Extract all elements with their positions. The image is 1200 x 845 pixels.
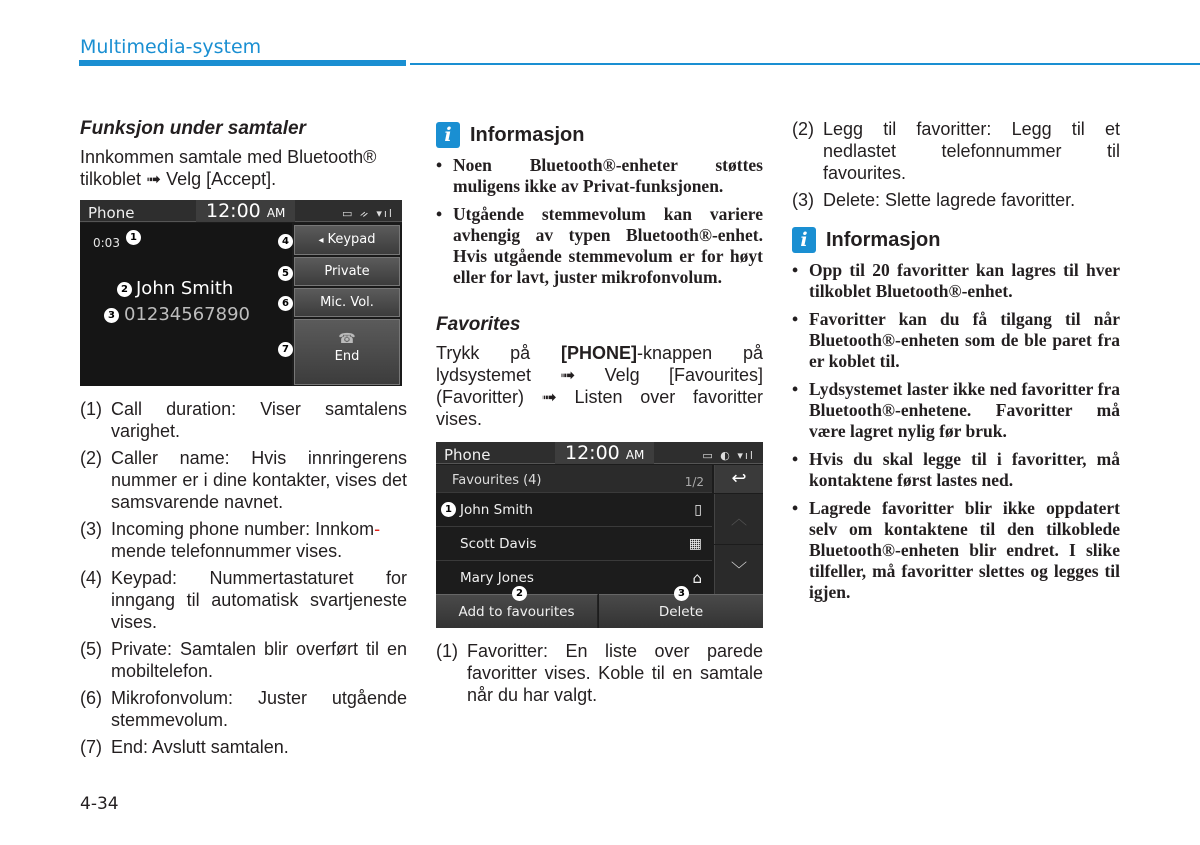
list-title: Favourites (4) — [452, 473, 542, 488]
clock — [555, 442, 654, 464]
contact-name: Mary Jones — [460, 570, 534, 586]
list-item — [80, 736, 407, 758]
clock-ampm: AM — [625, 448, 645, 462]
item-number: (3) — [80, 519, 102, 539]
marker-4: 4 — [278, 234, 293, 249]
private-label: Private — [324, 264, 370, 279]
heading-call-functions: Funksjon under samtaler — [80, 118, 306, 139]
mobile-icon: ▯ — [694, 502, 702, 518]
phone-key-label: [PHONE] — [561, 343, 638, 363]
call-screen — [80, 200, 402, 386]
list-item — [80, 518, 407, 562]
screen-title: Phone — [444, 446, 491, 464]
intro-text: Innkommen samtale med Bluetooth® tilkoblet ➟ Velg [Accept]. — [80, 147, 377, 189]
marker-3: 3 — [104, 308, 119, 323]
heading-favorites: Favorites — [436, 314, 521, 335]
item-text: Delete: Slette lagrede favoritter. — [823, 190, 1076, 210]
item-number: (7) — [80, 737, 102, 757]
header-accent-bar — [79, 60, 406, 66]
item-text: Call duration: Viser samtalens varighet. — [111, 399, 407, 441]
call-duration: 0:03 — [93, 236, 120, 250]
status-icons: ▭ ᨀ ▾ıl — [341, 207, 394, 220]
item-text: Mikrofonvolum: Juster utgående stemmevolum. — [111, 688, 407, 730]
list-item — [80, 687, 407, 731]
favourites-screen — [436, 442, 763, 628]
item-text: Favoritter: En liste over parede favoritter vises. Koble til en samtale når du har valgt. — [467, 641, 763, 705]
list-item — [436, 640, 763, 706]
item-text: mende telefonnummer vises. — [111, 541, 343, 561]
keypad-button[interactable] — [294, 225, 400, 255]
contact-name: Scott Davis — [460, 536, 537, 552]
office-icon: ▦ — [688, 536, 702, 552]
favorites-intro — [436, 342, 763, 430]
bullet-item: • Favoritter kan du få tilgang til når Bluetooth®-enheten som de ble paret fra er koblet til. — [792, 309, 1120, 372]
favourite-row[interactable] — [436, 528, 712, 561]
list-item — [80, 638, 407, 682]
list-item — [80, 567, 407, 633]
item-number: (4) — [80, 568, 102, 588]
intro-pre: Trykk på — [436, 343, 562, 363]
clock-time: 12:00 — [565, 442, 620, 464]
marker-1: 1 — [126, 230, 141, 245]
mic-volume-label: Mic. Vol. — [320, 295, 374, 310]
status-bar — [436, 442, 763, 464]
add-label: Add to favourites — [458, 604, 575, 620]
phone-hangup-icon: ☎ — [338, 331, 356, 347]
clock-time: 12:00 — [206, 200, 261, 222]
end-call-button[interactable] — [294, 319, 400, 385]
screen-title: Phone — [88, 204, 135, 222]
favourites-list-cont — [792, 118, 1120, 211]
intro-post: -knappen på lydsystemet ➟ Velg [Favourites] (Favoritter) ➟ Listen over favoritter vises. — [436, 343, 763, 429]
marker-2: 2 — [512, 586, 527, 601]
delete-label: Delete — [658, 604, 704, 620]
marker-7: 7 — [278, 342, 293, 357]
info-icon: i — [436, 122, 460, 148]
favourite-row[interactable] — [436, 494, 712, 527]
bullet-item: • Lydsystemet laster ikke ned favoritter fra Bluetooth®-enhetene. Favoritter må være lagret nylig før bruk. — [792, 379, 1120, 442]
marker-6: 6 — [278, 296, 293, 311]
bullet-item: • Opp til 20 favoritter kan lagres til hver tilkoblet Bluetooth®-enhet. — [792, 260, 1120, 302]
page-number: 4-34 — [80, 794, 119, 814]
item-number: (6) — [80, 688, 102, 708]
scroll-down-button[interactable] — [714, 545, 763, 594]
item-text: Incoming phone number: Innkom — [111, 519, 375, 539]
marker-2: 2 — [117, 282, 132, 297]
item-number: (1) — [80, 399, 102, 419]
item-text: Keypad: Nummertastaturet for inngang til automatisk svartjeneste vises. — [111, 568, 407, 632]
chevron-up-icon: ︿ — [730, 509, 747, 528]
mic-volume-button[interactable] — [294, 288, 400, 317]
call-button-panel — [294, 223, 402, 386]
list-item — [792, 189, 1120, 211]
status-bar — [80, 200, 402, 222]
info-icon: i — [792, 227, 816, 253]
marker-1: 1 — [441, 502, 456, 517]
item-text: Private: Samtalen blir overført til en mobiltelefon. — [111, 639, 407, 681]
column-3 — [792, 118, 1120, 610]
page-indicator: 1/2 — [684, 475, 704, 489]
info-bullets — [792, 260, 1120, 603]
info-header — [792, 227, 1120, 253]
clock-ampm: AM — [266, 206, 286, 220]
bullet-item: • Hvis du skal legge til i favoritter, må kontaktene først lastes ned. — [792, 449, 1120, 491]
contact-name: John Smith — [460, 502, 533, 518]
hyphen-mark: - — [374, 519, 381, 539]
bullet-item: • Utgående stemmevolum kan variere avhengig av typen Bluetooth®-enhet. Hvis utgående stemmevolum er for høyt eller for lavt, juster mikrofonvolum. — [436, 204, 763, 288]
caller-name: John Smith — [136, 278, 234, 299]
list-header — [436, 465, 712, 493]
favourite-row[interactable] — [436, 562, 712, 594]
item-text: End: Avslutt samtalen. — [111, 737, 289, 757]
section-title: Multimedia-system — [80, 36, 262, 58]
list-item — [80, 398, 407, 442]
caller-number: 01234567890 — [124, 304, 250, 325]
call-info-panel — [80, 223, 292, 386]
item-number: (1) — [436, 641, 458, 661]
chevron-down-icon: ﹀ — [730, 560, 747, 579]
header-rule — [410, 63, 1200, 65]
column-2 — [436, 122, 763, 711]
marker-5: 5 — [278, 266, 293, 281]
info-title: Informasjon — [826, 229, 941, 251]
keypad-label: Keypad — [327, 232, 376, 247]
list-item — [80, 447, 407, 513]
home-icon: ⌂ — [692, 569, 702, 587]
item-number: (3) — [792, 190, 814, 210]
list-item — [792, 118, 1120, 184]
item-number: (5) — [80, 639, 102, 659]
column-1 — [80, 118, 407, 763]
item-text: Legg til favoritter: Legg til et nedlastet telefonnummer til favourites. — [823, 119, 1120, 183]
status-icons: ▭ ◐ ▾ıl — [702, 449, 755, 462]
info-title: Informasjon — [470, 124, 585, 146]
marker-3: 3 — [674, 586, 689, 601]
item-number: (2) — [80, 448, 102, 468]
keypad-arrow-icon: ◂ — [318, 235, 324, 246]
call-function-list — [80, 398, 407, 758]
back-icon: ↩ — [731, 468, 747, 489]
bullet-item: • Noen Bluetooth®-enheter støttes muligens ikke av Privat-funksjonen. — [436, 155, 763, 197]
bullet-item: • Lagrede favoritter blir ikke oppdatert selv om kontaktene til den tilkoblede Bluetooth®-enheten blir endret. I slike tilfeller, må favoritter slettes og legges til igjen. — [792, 498, 1120, 603]
back-button[interactable] — [714, 465, 763, 493]
end-label: End — [334, 349, 360, 364]
private-button[interactable] — [294, 257, 400, 286]
info-bullets — [436, 155, 763, 288]
favourites-list — [436, 640, 763, 706]
item-number: (2) — [792, 119, 814, 139]
item-text: Caller name: Hvis innringerens nummer er i dine kontakter, vises det samsvarende navnet. — [111, 448, 407, 512]
clock — [196, 200, 295, 222]
scroll-up-button[interactable] — [714, 494, 763, 544]
info-header — [436, 122, 763, 148]
